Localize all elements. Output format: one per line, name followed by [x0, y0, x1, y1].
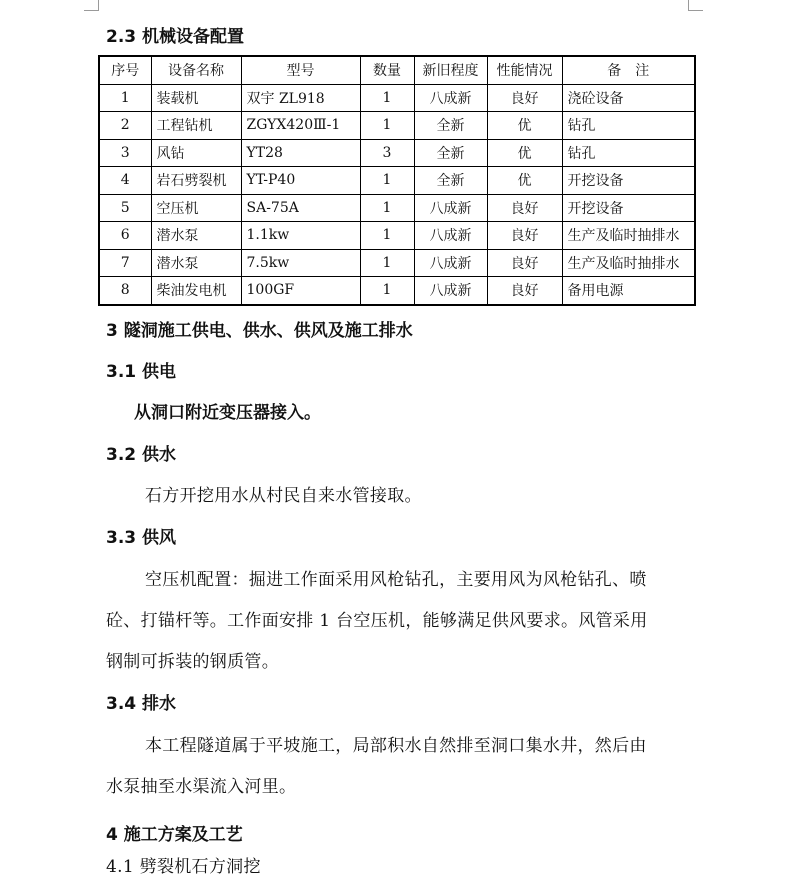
header-cell: 型号 — [241, 56, 360, 84]
table-cell: 1 — [360, 277, 414, 305]
table-cell: 全新 — [414, 139, 487, 167]
heading-3-2: 3.2 供水 — [106, 445, 177, 465]
table-row — [99, 139, 695, 167]
table-cell: 5 — [99, 194, 151, 222]
water-supply-text: 石方开挖用水从村民自来水管接取。 — [145, 486, 422, 506]
air-supply-text-line3: 钢制可拆装的钢质管。 — [106, 652, 279, 672]
heading-2-3: 2.3 机械设备配置 — [106, 27, 245, 47]
table-cell: 柴油发电机 — [151, 277, 241, 305]
heading-3-1: 3.1 供电 — [106, 362, 177, 382]
table-cell: 6 — [99, 222, 151, 250]
table-cell: 浇砼设备 — [562, 84, 695, 112]
margin-corner-mark-right — [688, 0, 703, 11]
table-row — [99, 249, 695, 277]
header-cell: 备 注 — [562, 56, 695, 84]
table-cell: 八成新 — [414, 222, 487, 250]
margin-corner-mark-left — [84, 0, 99, 11]
table-cell: 开挖设备 — [562, 167, 695, 195]
table-cell: 良好 — [487, 277, 562, 305]
table-cell: 4 — [99, 167, 151, 195]
table-cell: ZGYX420Ⅲ-1 — [241, 112, 360, 140]
table-cell: 潜水泵 — [151, 249, 241, 277]
table-cell: 优 — [487, 112, 562, 140]
table-cell: 良好 — [487, 222, 562, 250]
table-cell: YT-P40 — [241, 167, 360, 195]
table-cell: 岩石劈裂机 — [151, 167, 241, 195]
table-cell: 3 — [360, 139, 414, 167]
table-cell: 1 — [360, 112, 414, 140]
table-row — [99, 112, 695, 140]
table-cell: 2 — [99, 112, 151, 140]
table-cell: 3 — [99, 139, 151, 167]
table-row — [99, 194, 695, 222]
equipment-table — [98, 55, 696, 306]
table-row — [99, 167, 695, 195]
table-cell: 优 — [487, 167, 562, 195]
header-cell: 序号 — [99, 56, 151, 84]
table-cell: 良好 — [487, 249, 562, 277]
table-cell: 八成新 — [414, 84, 487, 112]
table-cell: 8 — [99, 277, 151, 305]
table-cell: 装载机 — [151, 84, 241, 112]
header-cell: 性能情况 — [487, 56, 562, 84]
table-cell: 风钻 — [151, 139, 241, 167]
table-cell: 双宇 ZL918 — [241, 84, 360, 112]
table-cell: 空压机 — [151, 194, 241, 222]
table-cell: 生产及临时抽排水 — [562, 249, 695, 277]
drainage-text-line1: 本工程隧道属于平坡施工，局部积水自然排至洞口集水井，然后由 — [145, 736, 647, 756]
table-row — [99, 222, 695, 250]
air-supply-text-line2: 砼、打锚杆等。工作面安排 1 台空压机，能够满足供风要求。风管采用 — [106, 611, 648, 631]
table-cell: SA-75A — [241, 194, 360, 222]
table-row — [99, 277, 695, 305]
table-cell: 1 — [360, 167, 414, 195]
table-cell: 7.5kw — [241, 249, 360, 277]
table-cell: 1.1kw — [241, 222, 360, 250]
table-cell: 八成新 — [414, 277, 487, 305]
table-cell: 1 — [360, 84, 414, 112]
heading-4: 4 施工方案及工艺 — [106, 825, 243, 845]
heading-3: 3 隧洞施工供电、供水、供风及施工排水 — [106, 321, 413, 341]
header-cell: 数量 — [360, 56, 414, 84]
table-cell: YT28 — [241, 139, 360, 167]
table-cell: 1 — [360, 194, 414, 222]
heading-3-3: 3.3 供风 — [106, 528, 177, 548]
table-cell: 良好 — [487, 194, 562, 222]
table-cell: 良好 — [487, 84, 562, 112]
heading-3-4: 3.4 排水 — [106, 694, 177, 714]
drainage-text-line2: 水泵抽至水渠流入河里。 — [106, 777, 297, 797]
table-cell: 潜水泵 — [151, 222, 241, 250]
table-cell: 八成新 — [414, 249, 487, 277]
air-supply-text-line1: 空压机配置：掘进工作面采用风枪钻孔，主要用风为风枪钻孔、喷 — [145, 570, 647, 590]
table-cell: 开挖设备 — [562, 194, 695, 222]
table-cell: 工程钻机 — [151, 112, 241, 140]
header-cell: 新旧程度 — [414, 56, 487, 84]
table-cell: 100GF — [241, 277, 360, 305]
table-cell: 优 — [487, 139, 562, 167]
table-cell: 钻孔 — [562, 112, 695, 140]
table-cell: 7 — [99, 249, 151, 277]
table-header-row — [99, 56, 695, 84]
header-cell: 设备名称 — [151, 56, 241, 84]
power-supply-text: 从洞口附近变压器接入。 — [134, 403, 321, 423]
table-cell: 全新 — [414, 112, 487, 140]
table-cell: 1 — [360, 249, 414, 277]
table-row — [99, 84, 695, 112]
table-cell: 备用电源 — [562, 277, 695, 305]
table-cell: 钻孔 — [562, 139, 695, 167]
table-cell: 全新 — [414, 167, 487, 195]
heading-4-1: 4.1 劈裂机石方洞挖 — [106, 857, 261, 877]
table-cell: 1 — [99, 84, 151, 112]
table-cell: 生产及临时抽排水 — [562, 222, 695, 250]
table-cell: 八成新 — [414, 194, 487, 222]
table-cell: 1 — [360, 222, 414, 250]
